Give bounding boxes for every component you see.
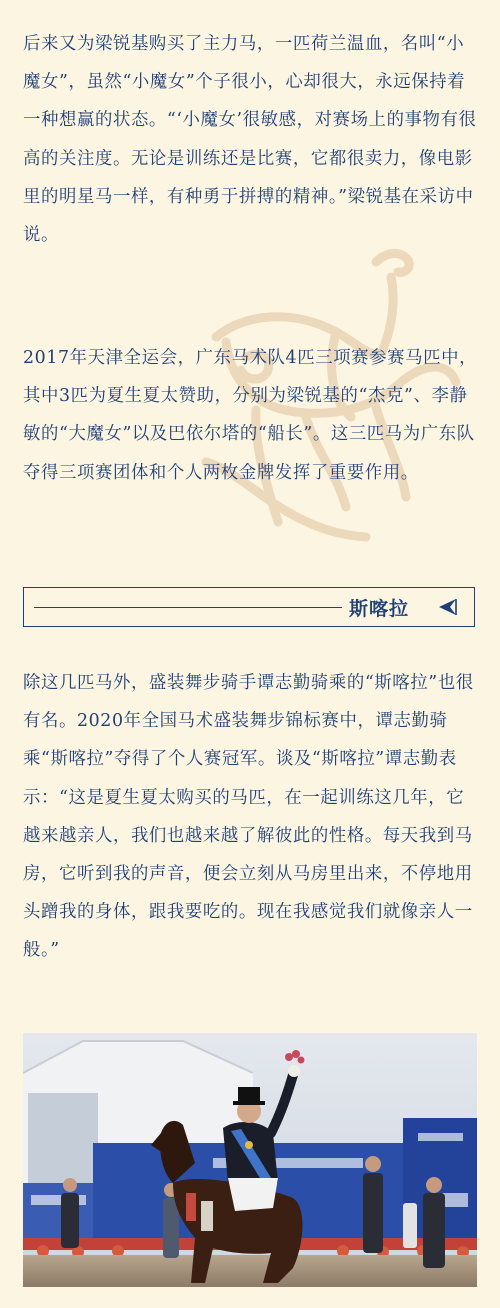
paragraph-xiaomonv: 后来又为梁锐基购买了主力马，一匹荷兰温血，名叫“小魔女”，虽然“小魔女”个子很小，心却很大，永远保持着一种想赢的状态。“‘小魔女’很敏感，对赛场上的事物有很高的关注度。无论是训练还是比赛，它都很卖力，像电影里的明星马一样，有种勇于拼搏的精神。”梁锐基在采访中说。 — [23, 34, 477, 246]
rider-photo-illustration — [23, 1033, 477, 1287]
arrow-left-icon — [436, 597, 458, 617]
section-heading — [23, 587, 475, 627]
paragraph-sikala: 除这几匹马外，盛装舞步骑手谭志勤骑乘的“斯喀拉”也很有名。2020年全国马术盛装舞步锦标赛中，谭志勤骑乘“斯喀拉”夺得了个人赛冠军。谈及“斯喀拉”谭志勤表示：“这是夏生夏太购买的马匹，在一起训练这几年，它越来越亲人，我们也越来越了解彼此的性格。每天我到马房，它听到我的声音，便会立刻从马房里出来，不停地用头蹭我的身体，跟我要吃的。现在我感觉我们就像亲人一般。” — [23, 673, 474, 961]
rider-celebration-photo — [23, 1033, 477, 1287]
paragraph-tianjin-games: 2017年天津全运会，广东马术队4匹三项赛参赛马匹中，其中3匹为夏生夏太赞助，分别为梁锐基的“杰克”、李静敏的“大魔女”以及巴依尔塔的“船长”。这三匹马为广东队夺得三项赛团体和个人两枚金牌发挥了重要作用。 — [23, 348, 478, 483]
section-divider-line — [34, 607, 342, 608]
section-title: 斯喀拉 — [349, 598, 410, 620]
